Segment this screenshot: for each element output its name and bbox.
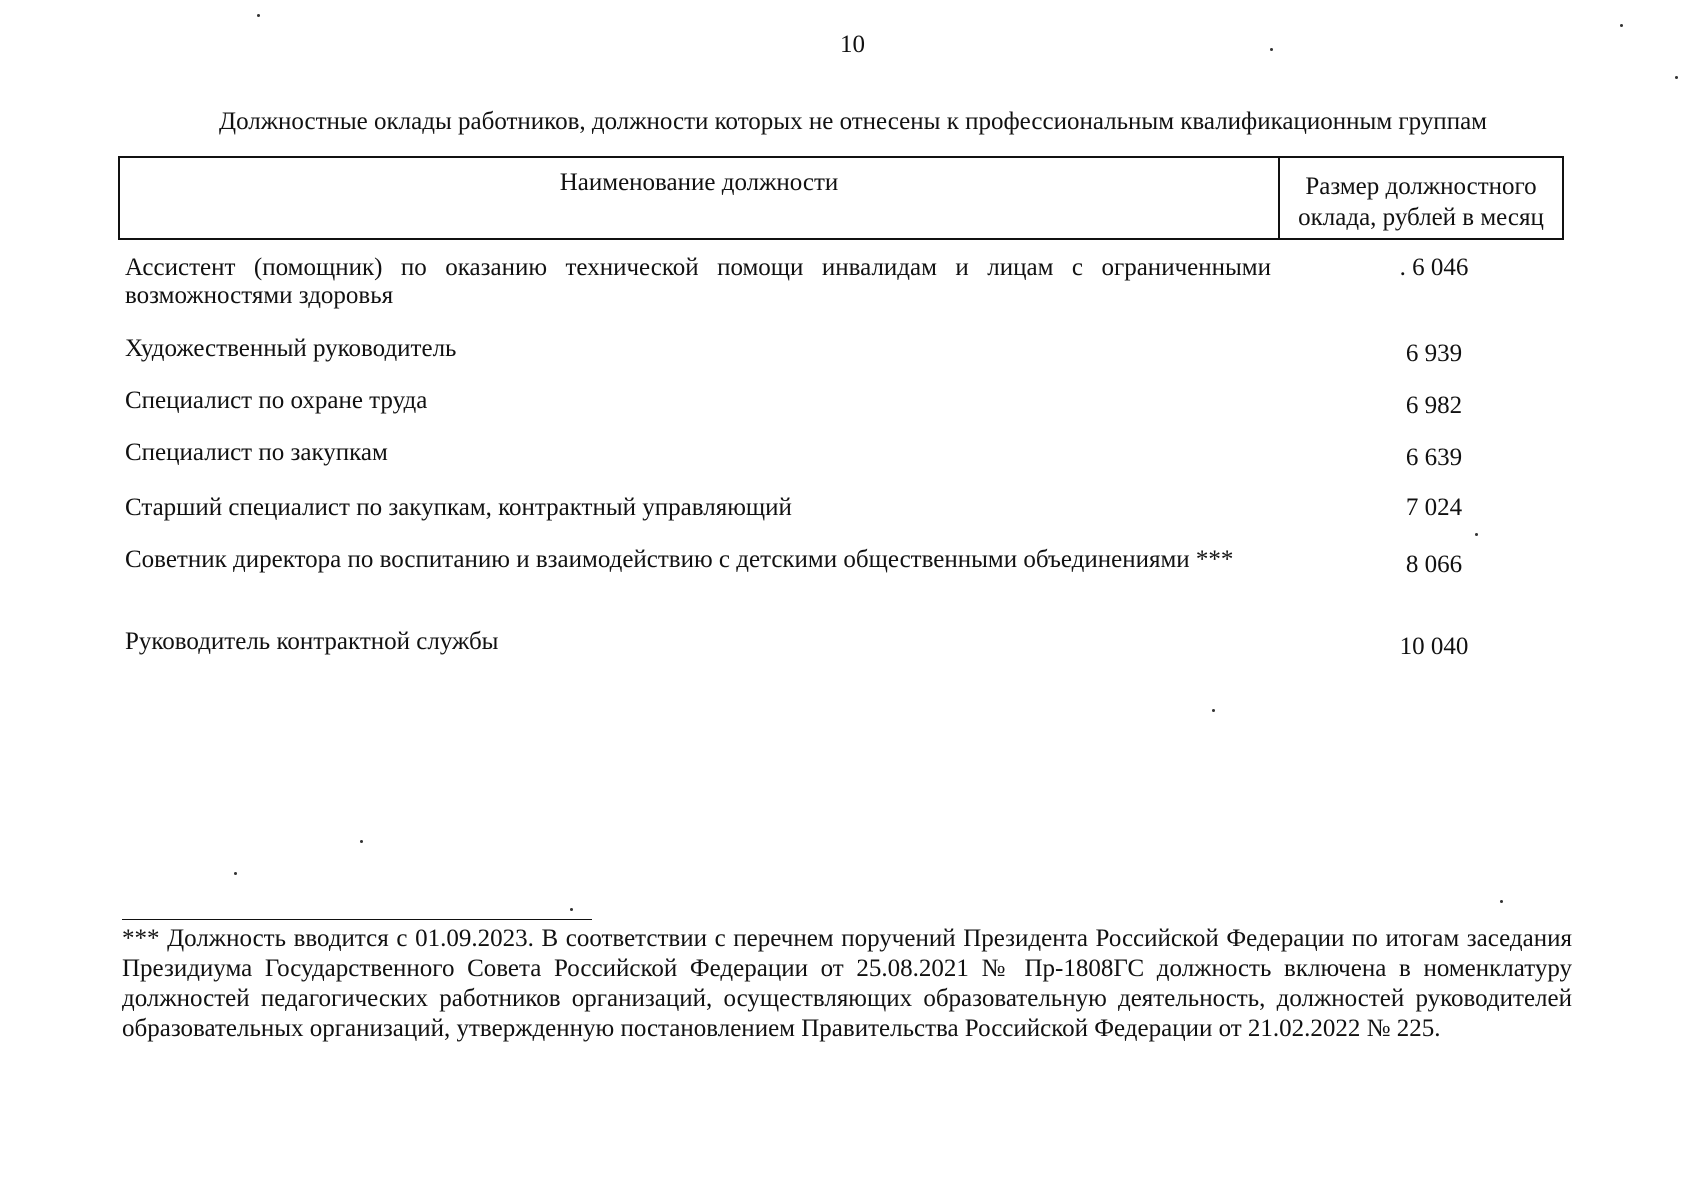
row-position-name: Ассистент (помощник) по оказанию технической помощи инвалидам и лицам с ограниченными возможностями здоровья: [125, 254, 1271, 309]
header-position-name: Наименование должности: [120, 158, 1280, 238]
scan-speck: [360, 840, 363, 843]
header-salary: [1280, 158, 1562, 238]
table-row: [125, 254, 1565, 310]
row-salary-value: 6 639: [1405, 444, 1463, 471]
scan-speck: [257, 14, 260, 17]
scan-speck: [570, 908, 573, 911]
page-number: 10: [840, 31, 865, 58]
footnote-separator: [122, 919, 592, 920]
table-row: [125, 335, 1565, 368]
header-salary-line2: оклада, рублей в месяц: [1298, 204, 1544, 231]
table-header: [118, 156, 1564, 240]
row-salary-value: 10 040: [1399, 633, 1469, 660]
scan-speck: [1500, 900, 1503, 903]
table-row: [125, 628, 1565, 661]
table-row: [125, 494, 1565, 522]
table-row: [125, 546, 1565, 579]
row-position-name: Специалист по закупкам: [125, 439, 388, 466]
scan-speck: [1212, 709, 1215, 712]
table-caption: Должностные оклады работников, должности которых не отнесены к профессиональным квалификационным группам: [219, 108, 1487, 135]
row-position-name: Руководитель контрактной службы: [125, 628, 499, 655]
scan-speck: [1270, 48, 1273, 51]
table-row: [125, 439, 1565, 472]
row-position-name: Старший специалист по закупкам, контрактный управляющий: [125, 494, 792, 521]
scan-speck: [234, 872, 237, 875]
row-salary-value: . 6 046: [1399, 254, 1469, 281]
scan-speck: [1675, 76, 1678, 79]
row-salary-value: 8 066: [1405, 551, 1463, 578]
row-position-name: Специалист по охране труда: [125, 387, 428, 414]
footnote: *** Должность вводится с 01.09.2023. В соответствии с перечнем поручений Президента Российской Федерации по итогам заседания Президиума Государственного Совета Российской Федерации от 25.08.2021 № Пр-1808ГС должность включена в номенклатуру должностей педагогических работников организаций, осуществляющих образовательную деятельность, должностей руководителей образовательных организаций, утвержденную постановлением Правительства Российской Федерации от 21.02.2022 № 225.: [122, 925, 1572, 1042]
scan-speck: [1620, 24, 1623, 27]
row-salary-value: 6 939: [1405, 340, 1463, 367]
row-position-name: Советник директора по воспитанию и взаимодействию с детскими общественными объединениями ***: [125, 546, 1234, 573]
header-salary-line1: Размер должностного: [1305, 173, 1537, 200]
row-salary-value: 6 982: [1405, 392, 1463, 419]
row-position-name: Художественный руководитель: [125, 335, 457, 362]
row-salary-value: 7 024: [1405, 494, 1463, 521]
scan-speck: [1475, 533, 1478, 536]
table-row: [125, 387, 1565, 420]
